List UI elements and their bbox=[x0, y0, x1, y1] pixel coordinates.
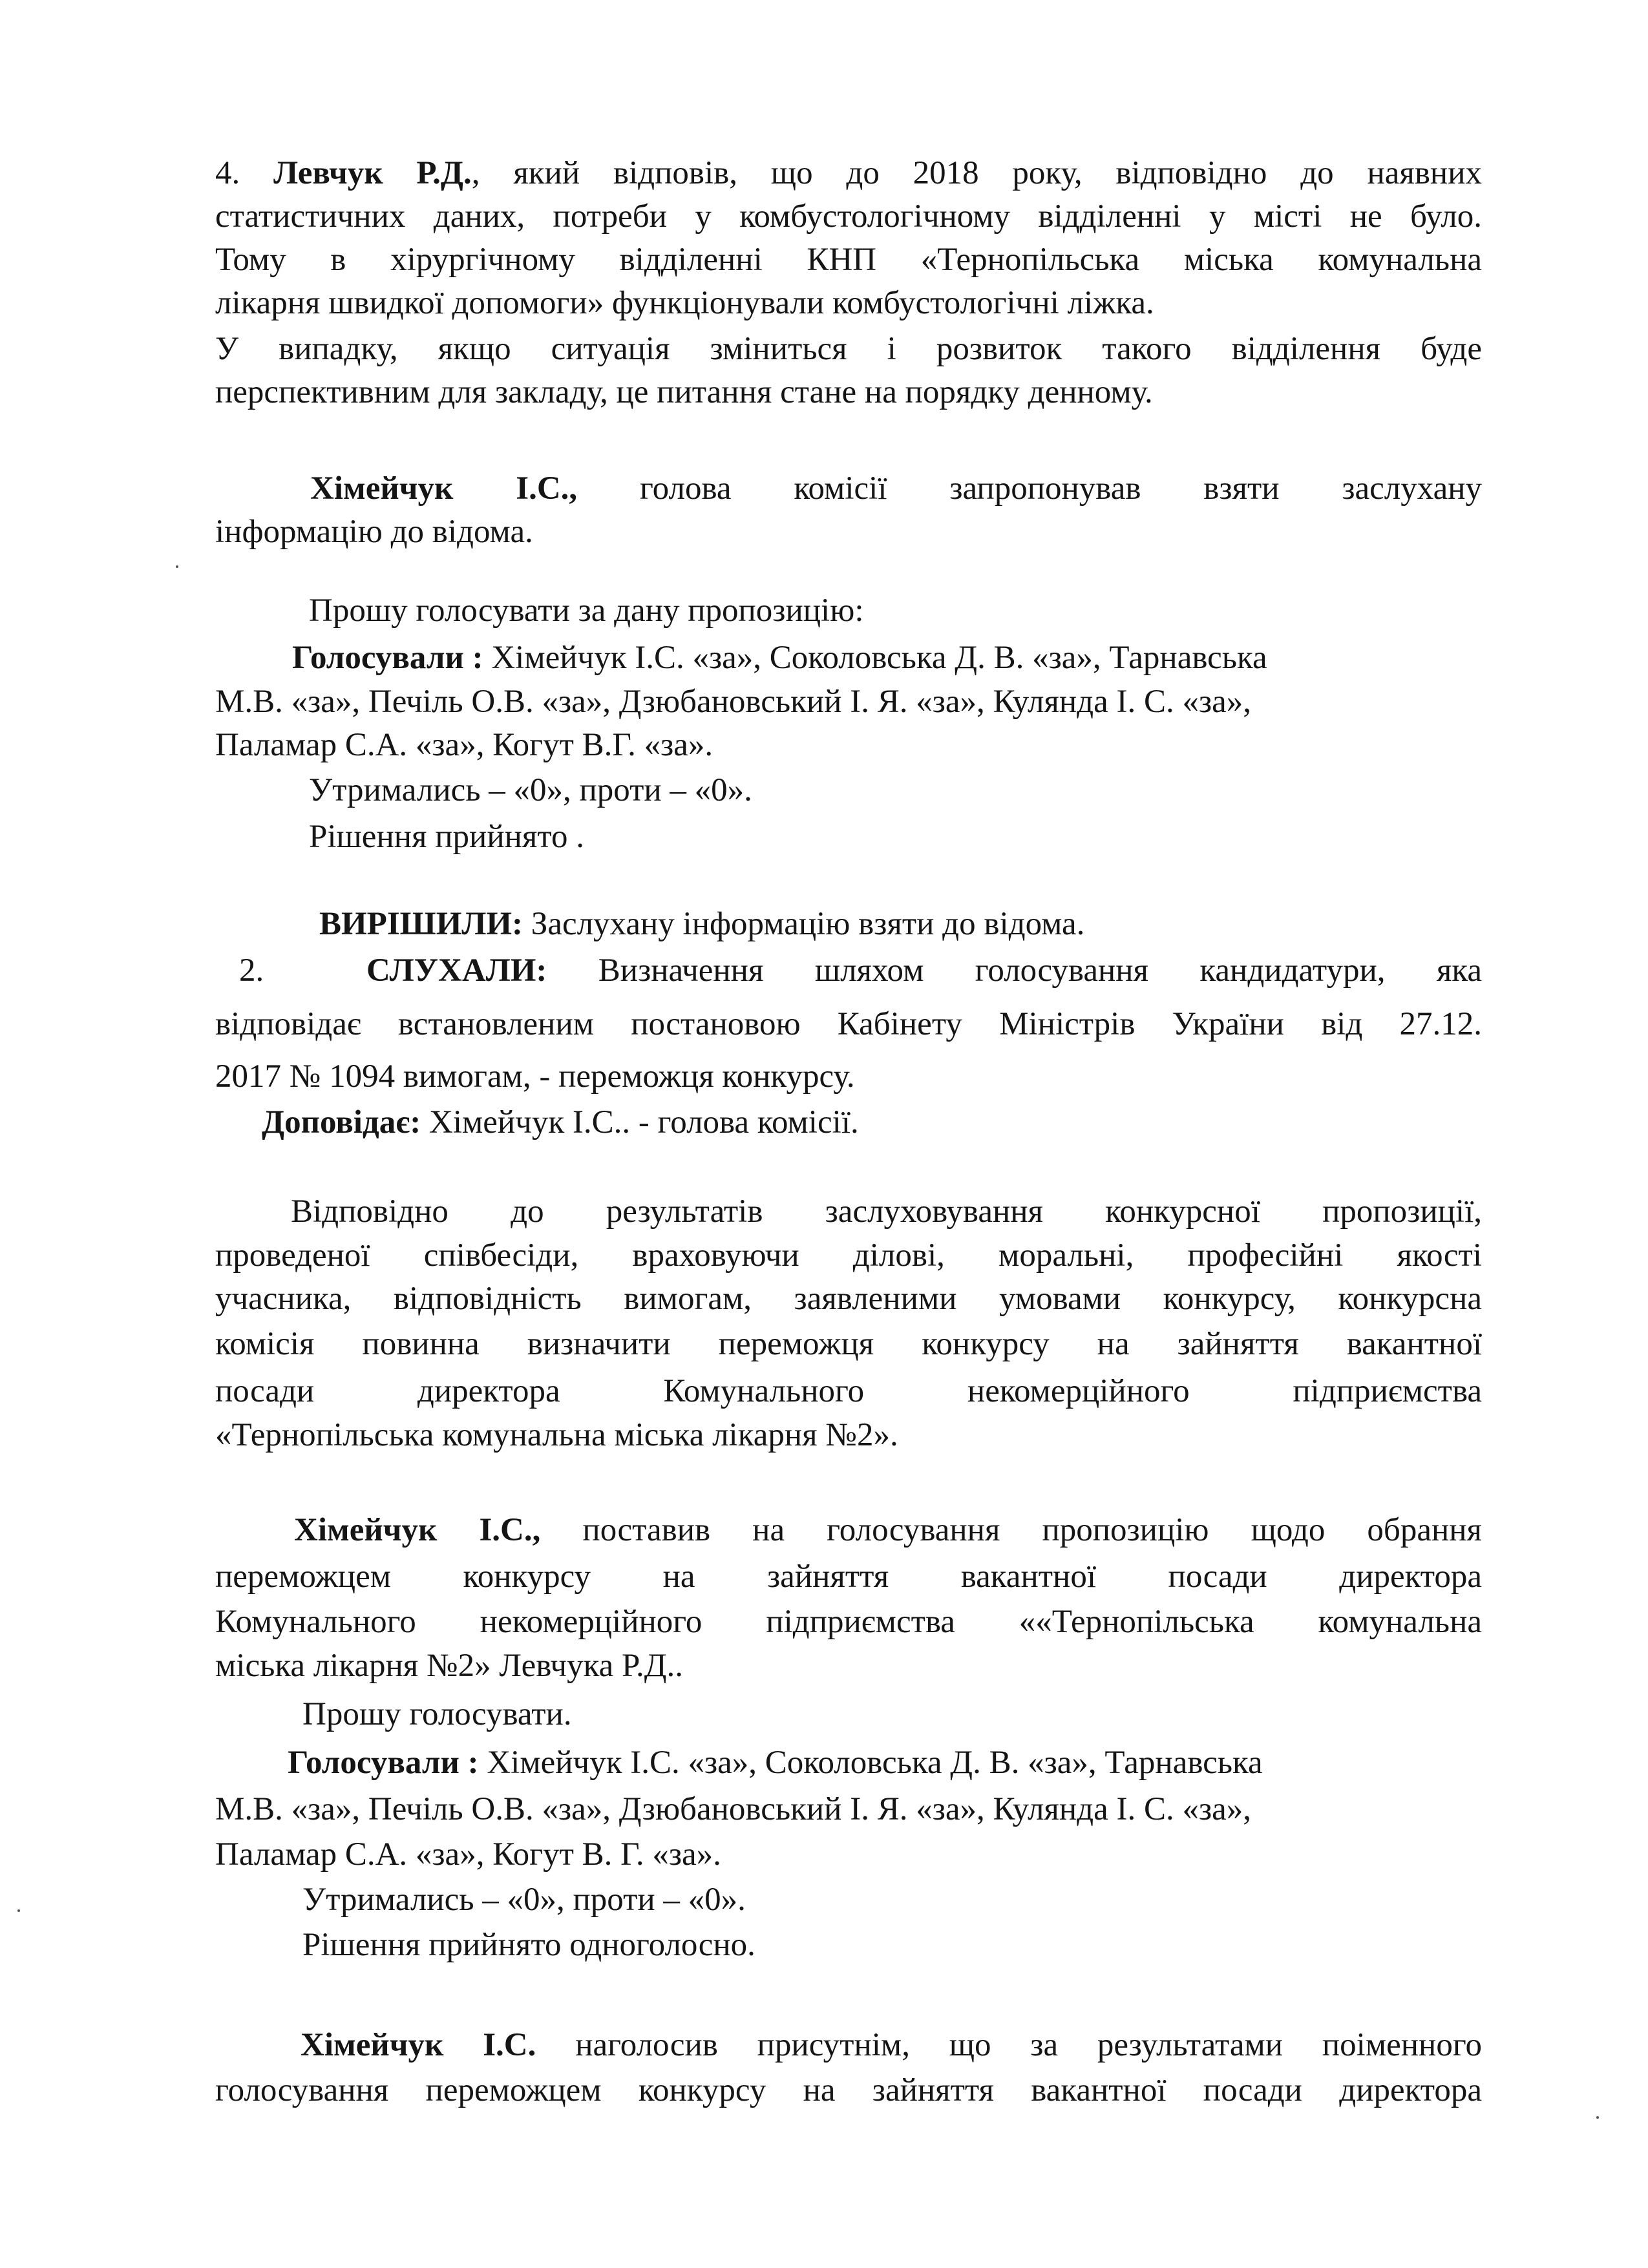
speaker-name: Левчук Р.Д. bbox=[273, 155, 472, 191]
final-text: наголосив присутнім, що за результатами поіменного bbox=[536, 2027, 1482, 2063]
paragraph-4-line-1 bbox=[215, 154, 1482, 193]
vote-1-text: Хімейчук І.С. «за», Соколовська Д. В. «за», Тарнавська bbox=[483, 640, 1267, 676]
paragraph-4-line-6: перспективним для закладу, це питання стане на порядку денному. bbox=[215, 374, 1153, 410]
heard-label: СЛУХАЛИ: bbox=[366, 952, 547, 989]
vote-2-request: Прошу голосувати. bbox=[302, 1696, 572, 1732]
proposal-2-line-3: Комунального некомерційного підприємства ««Тернопільська комунальна bbox=[215, 1604, 1482, 1640]
decision-text: Заслухану інформацію взяти до відома. bbox=[523, 906, 1085, 942]
scan-speck bbox=[176, 565, 178, 568]
paragraph-4-line-2: статистичних даних, потреби у комбустологічному відділенні у місті не було. bbox=[215, 198, 1482, 235]
voted-label: Голосували : bbox=[288, 1745, 479, 1781]
vote-2-abstained: Утримались – «0», проти – «0». bbox=[302, 1882, 746, 1918]
item-2-line-3: 2017 № 1094 вимогам, - переможця конкурсу. bbox=[215, 1058, 855, 1095]
results-line-1: Відповідно до результатів заслуховування конкурсної пропозиції, bbox=[291, 1193, 1482, 1230]
decision-1 bbox=[319, 905, 1084, 943]
proposal-1-line-1 bbox=[310, 469, 1482, 508]
reporter-label: Доповідає: bbox=[262, 1104, 421, 1140]
results-line-4: комісія повинна визначити переможця конкурсу на зайняття вакантної bbox=[215, 1326, 1482, 1362]
paragraph-4-line-3: Тому в хірургічному відділенні КНП «Тернопільська міська комунальна bbox=[215, 242, 1482, 278]
results-line-2: проведеної співбесіди, враховуючи ділові, моральні, професійні якості bbox=[215, 1237, 1482, 1274]
results-line-5: посади директора Комунального некомерційного підприємства bbox=[215, 1373, 1482, 1409]
results-line-3: учасника, відповідність вимогам, заявленими умовами конкурсу, конкурсна bbox=[215, 1281, 1482, 1317]
chair-name: Хімейчук І.С., bbox=[294, 1512, 541, 1548]
item-2-line-2: відповідає встановленим постановою Кабінету Міністрів України від 27.12. bbox=[215, 1006, 1482, 1042]
vote-2-result: Рішення прийнято одноголосно. bbox=[302, 1927, 755, 1963]
proposal-2-line-1 bbox=[294, 1511, 1482, 1549]
chair-name: Хімейчук І.С. bbox=[301, 2027, 536, 2063]
scan-speck bbox=[17, 1909, 20, 1912]
proposal-2-line-2: переможцем конкурсу на зайняття вакантної посади директора bbox=[215, 1559, 1482, 1595]
results-line-6: «Тернопільська комунальна міська лікарня №2». bbox=[215, 1417, 898, 1453]
proposal-1-line-2: інформацію до відома. bbox=[215, 514, 533, 550]
final-line-1 bbox=[301, 2026, 1482, 2064]
final-line-2: голосування переможцем конкурсу на зайняття вакантної посади директора bbox=[215, 2072, 1482, 2108]
paragraph-4-line-4: лікарня швидкої допомоги» функціонували комбустологічні ліжка. bbox=[215, 285, 1154, 321]
voted-label: Голосували : bbox=[292, 640, 483, 676]
vote-1-line-2: М.В. «за», Печіль О.В. «за», Дзюбановський І. Я. «за», Кулянда І. С. «за», bbox=[215, 684, 1252, 720]
proposal-1-text: голова комісії запропонував взяти заслухану bbox=[577, 470, 1483, 507]
vote-2-text: Хімейчук І.С. «за», Соколовська Д. В. «за», Тарнавська bbox=[478, 1745, 1263, 1781]
vote-1-request: Прошу голосувати за дану пропозицію: bbox=[309, 593, 864, 629]
vote-2-line-1 bbox=[288, 1743, 1263, 1782]
vote-2-line-3: Паламар С.А. «за», Когут В. Г. «за». bbox=[215, 1836, 721, 1873]
decision-label: ВИРІШИЛИ: bbox=[319, 906, 523, 942]
chair-name: Хімейчук І.С., bbox=[310, 470, 578, 507]
vote-1-abstained: Утримались – «0», проти – «0». bbox=[309, 772, 752, 808]
vote-1-result: Рішення прийнято . bbox=[309, 819, 584, 855]
proposal-2-text: поставив на голосування пропозицію щодо обрання bbox=[540, 1512, 1483, 1548]
proposal-2-line-4: міська лікарня №2» Левчука Р.Д.. bbox=[215, 1648, 683, 1684]
item-number: 2. bbox=[239, 952, 264, 989]
item-2-reporter bbox=[262, 1103, 859, 1142]
vote-1-line-3: Паламар С.А. «за», Когут В.Г. «за». bbox=[215, 727, 713, 763]
vote-2-line-2: М.В. «за», Печіль О.В. «за», Дзюбановський І. Я. «за», Кулянда І. С. «за», bbox=[215, 1791, 1252, 1827]
paragraph-4-text: , який відповів, що до 2018 року, відповідно до наявних bbox=[471, 155, 1482, 191]
vote-1-line-1 bbox=[292, 638, 1267, 677]
scan-speck bbox=[1596, 2116, 1599, 2119]
item-number: 4. bbox=[215, 155, 240, 191]
item-2-text: Визначення шляхом голосування кандидатури, яка bbox=[547, 952, 1482, 989]
reporter-text: Хімейчук І.С.. - голова комісії. bbox=[421, 1104, 859, 1140]
paragraph-4-line-5: У випадку, якщо ситуація зміниться і розвиток такого відділення буде bbox=[215, 331, 1482, 367]
item-2-line-1 bbox=[239, 951, 1482, 990]
